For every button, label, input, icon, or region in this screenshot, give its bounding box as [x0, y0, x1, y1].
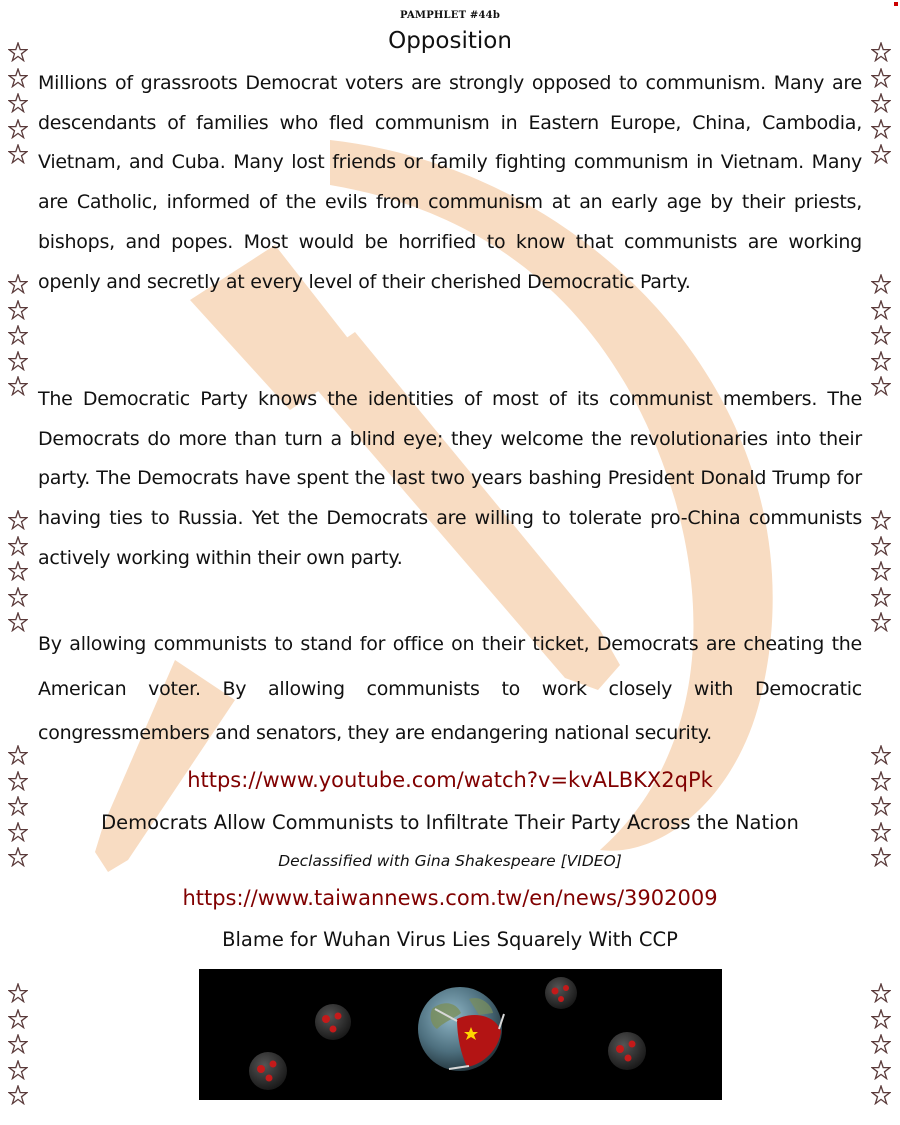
- star-icon: [8, 119, 28, 139]
- star-icon: [871, 745, 891, 765]
- star-icon: [871, 1034, 891, 1054]
- youtube-subcaption: Declassified with Gina Shakespeare [VIDEO]: [278, 852, 622, 870]
- star-icon: [871, 325, 891, 345]
- star-icon: [8, 983, 28, 1003]
- taiwannews-caption: Blame for Wuhan Virus Lies Squarely With CCP: [222, 928, 678, 951]
- star-icon: [8, 1085, 28, 1105]
- left-stars-group-2: [8, 274, 30, 402]
- star-icon: [8, 300, 28, 320]
- youtube-link-line: [0, 768, 900, 792]
- coronavirus-icon: [315, 1004, 351, 1040]
- star-icon: [871, 376, 891, 396]
- star-icon: [871, 536, 891, 556]
- taiwannews-link-line: [0, 886, 900, 910]
- star-icon: [871, 351, 891, 371]
- right-stars-group-1: [871, 42, 893, 170]
- paragraph-2: The Democratic Party knows the identities of most of its communist members. The Democrats do more than turn a blind eye; they welcome the revolutionaries into their party. The Democrats have spent the last two years bashing President Donald Trump for having ties to Russia. Yet the Democrats are willing to tolerate pro-China communists actively working within their own party.: [38, 388, 862, 569]
- star-icon: [8, 376, 28, 396]
- pamphlet-label: PAMPHLET #44b: [399, 10, 501, 21]
- star-icon: [8, 351, 28, 371]
- star-icon: [8, 612, 28, 632]
- wuhan-virus-image[interactable]: [199, 969, 722, 1100]
- star-icon: [871, 561, 891, 581]
- left-stars-group-5: [8, 983, 30, 1111]
- coronavirus-icon: [608, 1032, 646, 1070]
- star-icon: [8, 745, 28, 765]
- star-icon: [8, 587, 28, 607]
- star-icon: [8, 68, 28, 88]
- paragraph-1: Millions of grassroots Democrat voters are strongly opposed to communism. Many are descendants of families who fled communism in Eastern Europe, China, Cambodia, Vietnam, and Cuba. Many lost friends or family fighting communism in Vietnam. Many are Catholic, informed of the evils from communism at an early age by their priests, bishops, and popes. Most would be horrified to know that communists are working openly and secretly at every level of their cherished Democratic Party.: [38, 72, 862, 293]
- page-title: Opposition: [388, 28, 512, 54]
- star-icon: [871, 68, 891, 88]
- star-icon: [8, 536, 28, 556]
- youtube-caption: Democrats Allow Communists to Infiltrate Their Party Across the Nation: [101, 811, 799, 834]
- paragraph-3: By allowing communists to stand for office on their ticket, Democrats are cheating the American voter. By allowing communists to work closely with Democratic congressmembers and senators, they are endangering national security.: [38, 633, 862, 744]
- star-icon: [871, 587, 891, 607]
- corner-mark: [894, 2, 898, 6]
- star-icon: [871, 1060, 891, 1080]
- right-stars-group-3: [871, 510, 893, 638]
- star-icon: [871, 274, 891, 294]
- star-icon: [8, 1009, 28, 1029]
- youtube-link[interactable]: https://www.youtube.com/watch?v=kvALBKX2qPk: [187, 768, 713, 792]
- virus-globe-illustration: [199, 969, 722, 1100]
- coronavirus-icon: [545, 977, 577, 1009]
- star-icon: [8, 93, 28, 113]
- star-icon: [871, 1085, 891, 1105]
- star-icon: [8, 1034, 28, 1054]
- star-icon: [871, 510, 891, 530]
- left-stars-group-1: [8, 42, 30, 170]
- left-stars-group-3: [8, 510, 30, 638]
- star-icon: [8, 274, 28, 294]
- star-icon: [871, 300, 891, 320]
- coronavirus-icon: [249, 1052, 287, 1090]
- star-icon: [871, 612, 891, 632]
- star-icon: [871, 93, 891, 113]
- globe-with-mask-icon: [418, 987, 504, 1071]
- star-icon: [871, 144, 891, 164]
- star-icon: [8, 561, 28, 581]
- star-icon: [871, 1009, 891, 1029]
- star-icon: [8, 510, 28, 530]
- star-icon: [871, 119, 891, 139]
- star-icon: [8, 325, 28, 345]
- taiwannews-link[interactable]: https://www.taiwannews.com.tw/en/news/3902009: [182, 886, 718, 910]
- star-icon: [871, 983, 891, 1003]
- right-stars-group-5: [871, 983, 893, 1111]
- star-icon: [8, 144, 28, 164]
- star-icon: [8, 1060, 28, 1080]
- right-stars-group-2: [871, 274, 893, 402]
